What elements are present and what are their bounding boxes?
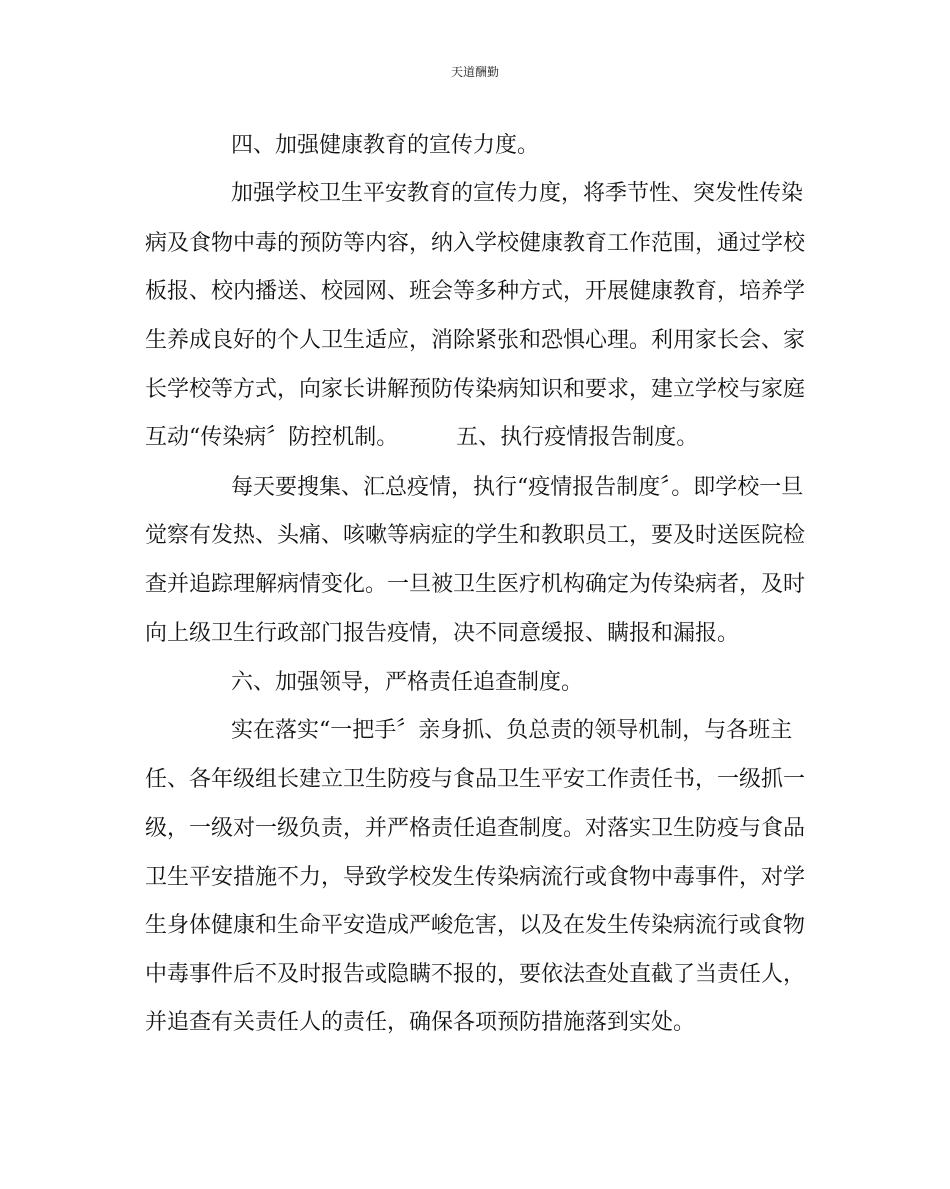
- text-line: [145, 418, 698, 458]
- text-line: 病及食物中毒的预防等内容，纳入学校健康教育工作范围，通过学校: [145, 231, 806, 256]
- text-line: 实在落实“一把手〞亲身抓、负总责的领导机制，与各班主: [231, 718, 793, 743]
- text-line: 中毒事件后不及时报告或隐瞒不报的，要依法查处直截了当责任人，: [145, 962, 806, 987]
- text-line: 板报、校内播送、校园网、班会等多种方式，开展健康教育，培养学: [145, 279, 806, 304]
- text-line: 加强学校卫生平安教育的宣传力度，将季节性、突发性传染: [231, 181, 804, 206]
- section-heading-4: 四、加强健康教育的宣传力度。: [231, 133, 540, 158]
- page-header: 天道酬勤: [450, 65, 499, 79]
- text-line: 任、各年级组长建立卫生防疫与食品卫生平安工作责任书，一级抓一: [145, 767, 806, 792]
- section-heading-5: 五、执行疫情报告制度。: [456, 425, 699, 450]
- text-line: 并追查有关责任人的责任，确保各项预防措施落到实处。: [145, 1010, 696, 1035]
- text-line: 卫生平安措施不力，导致学校发生传染病流行或食物中毒事件，对学: [145, 865, 806, 890]
- text-line: 长学校等方式，向家长讲解预防传染病知识和要求，建立学校与家庭: [145, 377, 806, 402]
- text-line: 向上级卫生行政部门报告疫情，决不同意缓报、瞒报和漏报。: [145, 621, 740, 646]
- text-segment: 互动“传染病〞防控机制。: [145, 425, 399, 450]
- section-heading-6: 六、加强领导，严格责任追查制度。: [231, 670, 584, 695]
- text-line: 觉察有发热、头痛、咳嗽等病症的学生和教职员工，要及时送医院检: [145, 523, 806, 548]
- text-line: 每天要搜集、汇总疫情，执行“疫情报告制度〞。即学校一旦: [231, 475, 804, 500]
- text-line: 查并追踪理解病情变化。一旦被卫生医疗机构确定为传染病者，及时: [145, 572, 806, 597]
- text-line: 生养成良好的个人卫生适应，消除紧张和恐惧心理。利用家长会、家: [145, 328, 806, 353]
- text-line: 级，一级对一级负责，并严格责任追查制度。对落实卫生防疫与食品: [145, 816, 806, 841]
- text-line: 生身体健康和生命平安造成严峻危害，以及在发生传染病流行或食物: [145, 913, 806, 938]
